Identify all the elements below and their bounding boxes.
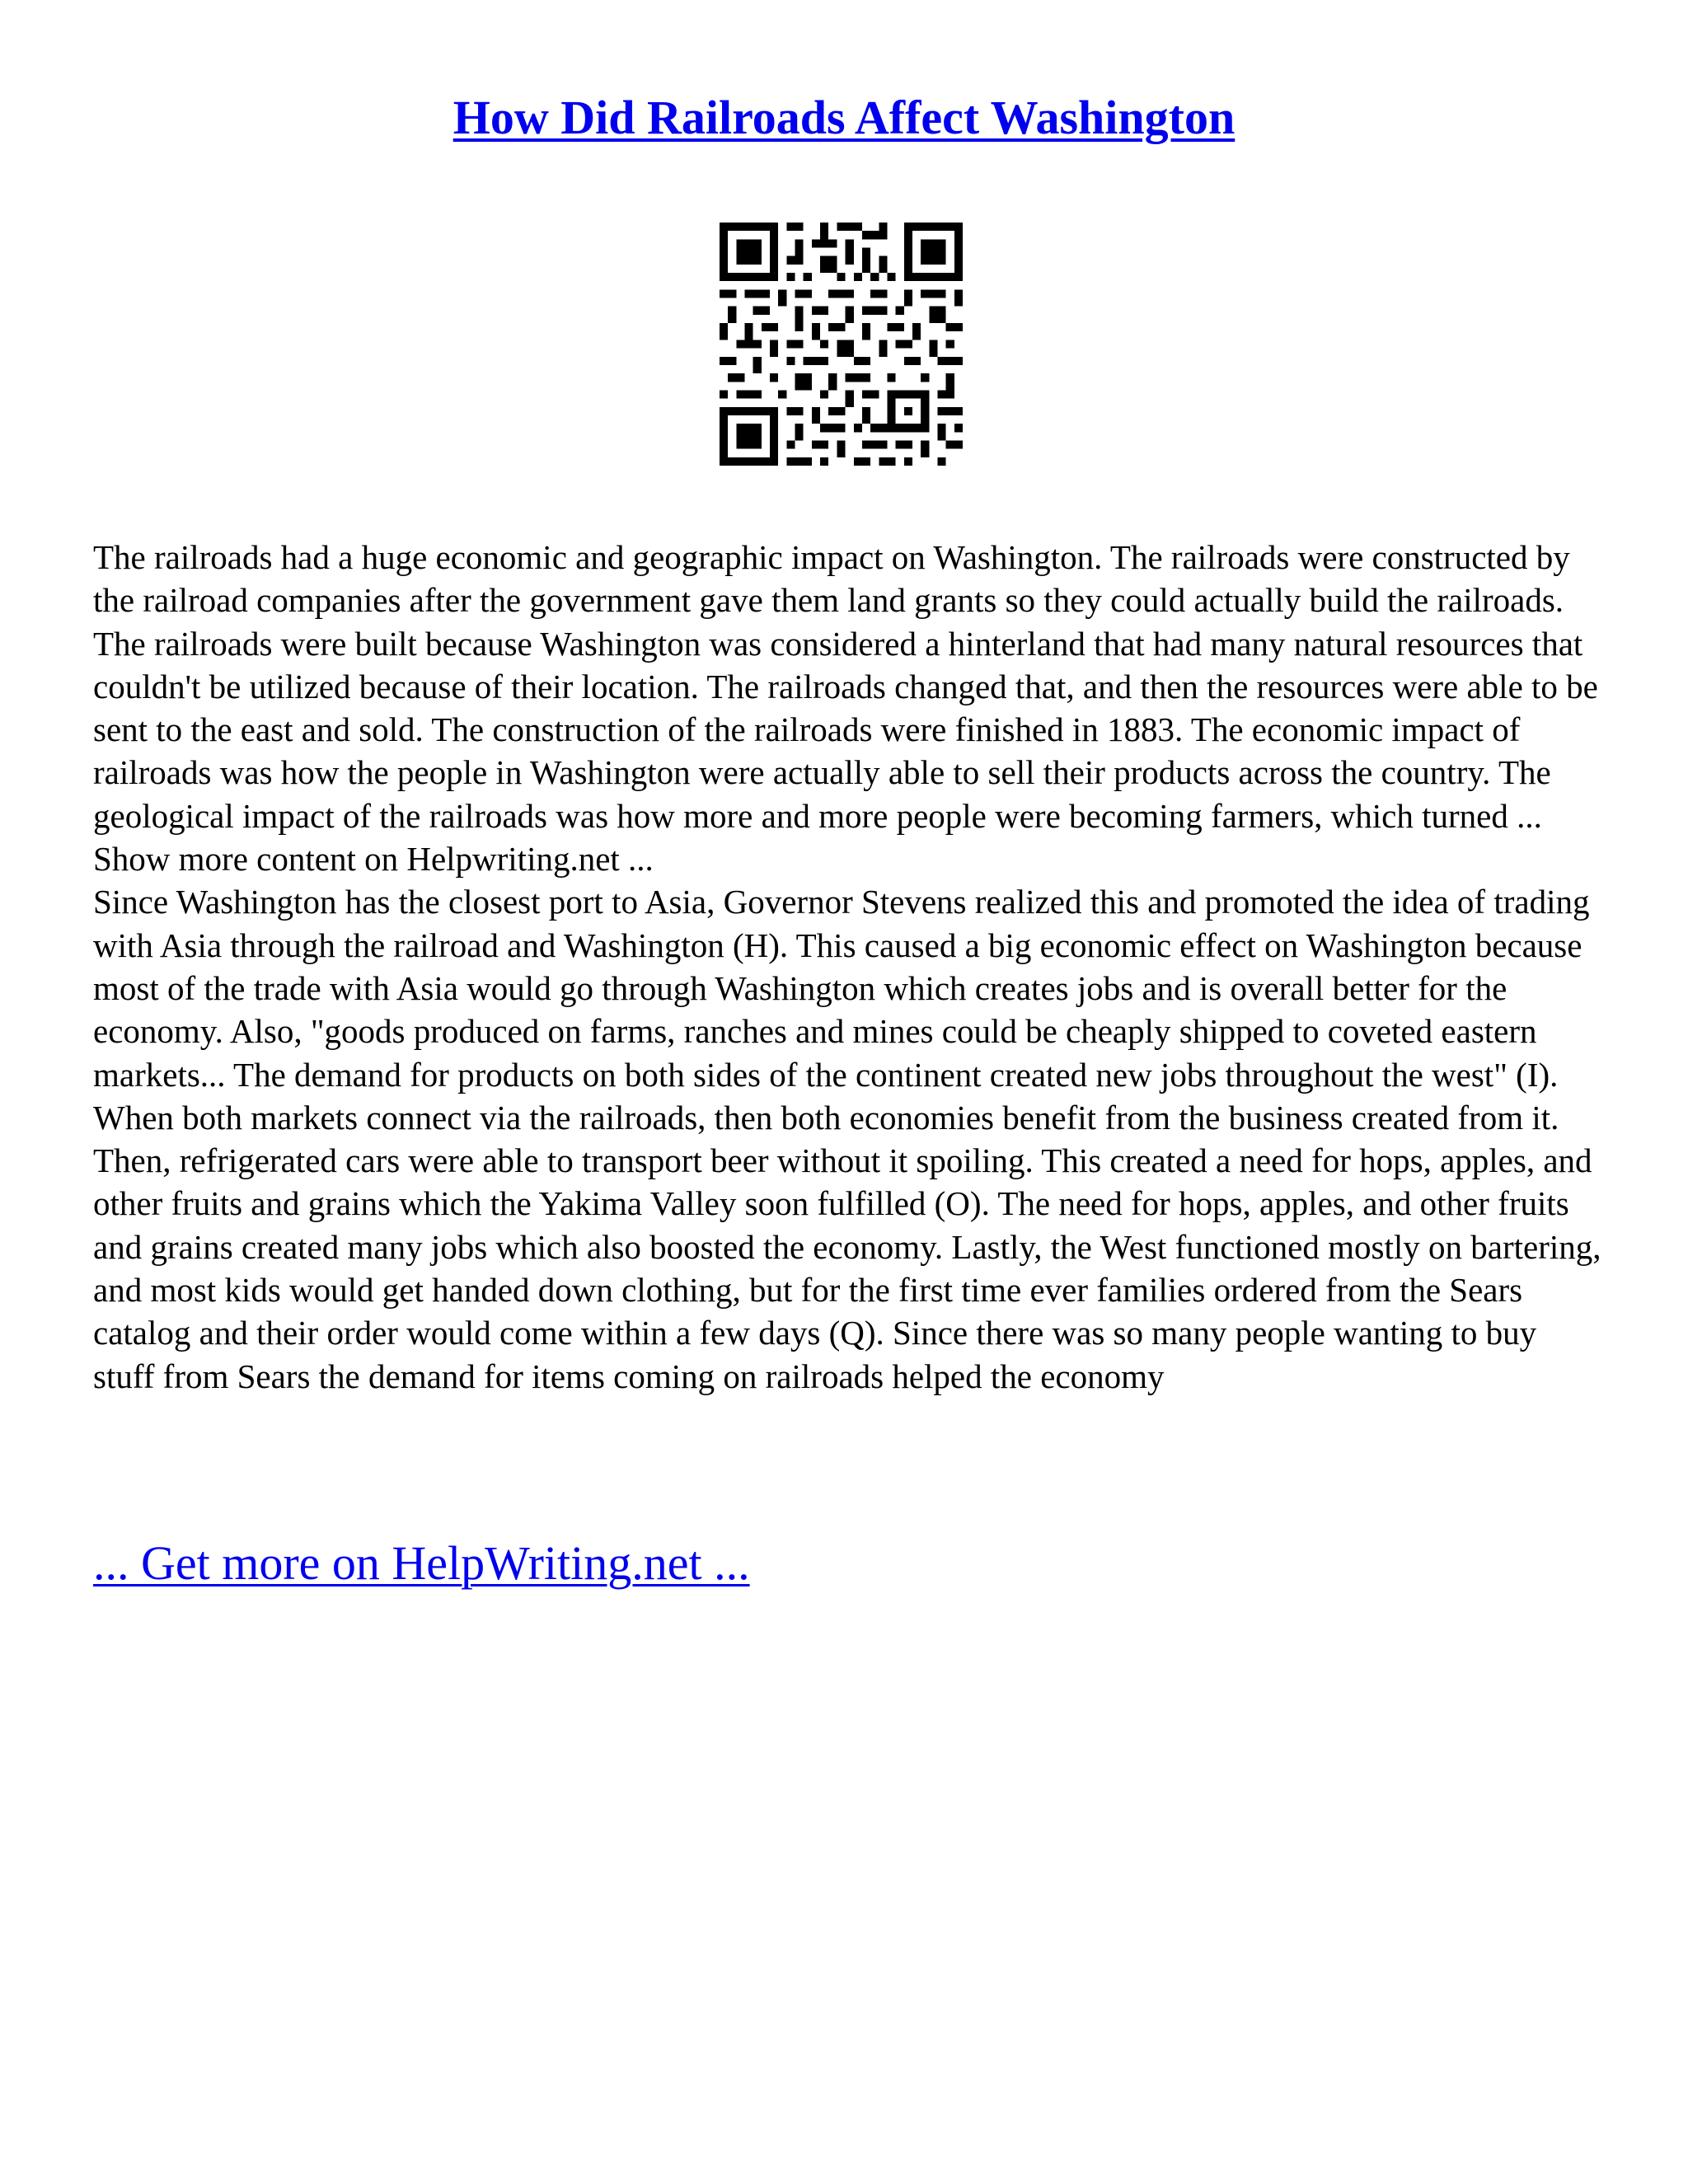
page-title [0,89,1688,147]
get-more-link-container [93,1535,750,1592]
show-more-note: Show more content on Helpwriting.net ... [93,840,654,879]
qr-code-icon [720,223,963,466]
get-more-link[interactable]: ... Get more on HelpWriting.net ... [93,1536,750,1590]
title-link[interactable]: How Did Railroads Affect Washington [452,91,1236,144]
article-body [93,536,1601,1398]
paragraph-intro: The railroads had a huge economic and geographic impact on Washington. The railroads were constructed by the railroad companies after the government gave them land grants so they could actually build the railroads. The railroads were built because Washington was considered a hinterland that had many natural resources that couldn't be utilized because of their location. The railroads changed that, and then the resources were able to be sent to the east and sold. The construction of the railroads were finished in 1883. The economic impact of railroads was how the people in Washington were actually able to sell their products across the country. The geological impact of the railroads was how more and more people were becoming farmers, which turned ... [93,538,1598,835]
paragraph-economy: Since Washington has the closest port to Asia, Governor Stevens realized this and promoted the idea of trading with Asia through the railroad and Washington (H). This caused a big economic effect on Washington because most of the trade with Asia would go through Washington which creates jobs and is overall better for the economy. Also, "goods produced on farms, ranches and mines could be cheaply shipped to coveted eastern markets... The demand for products on both sides of the continent created new jobs throughout the west" (I). When both markets connect via the railroads, then both economies benefit from the business created from it. Then, refrigerated cars were able to transport beer without it spoiling. This created a need for hops, apples, and other fruits and grains which the Yakima Valley soon fulfilled (O). The need for hops, apples, and other fruits and grains created many jobs which also boosted the economy. Lastly, the West functioned mostly on bartering, and most kids would get handed down clothing, but for the first time ever families ordered from the Sears catalog and their order would come within a few days (Q). Since there was so many people wanting to buy stuff from Sears the demand for items coming on railroads helped the economy [93,883,1601,1395]
